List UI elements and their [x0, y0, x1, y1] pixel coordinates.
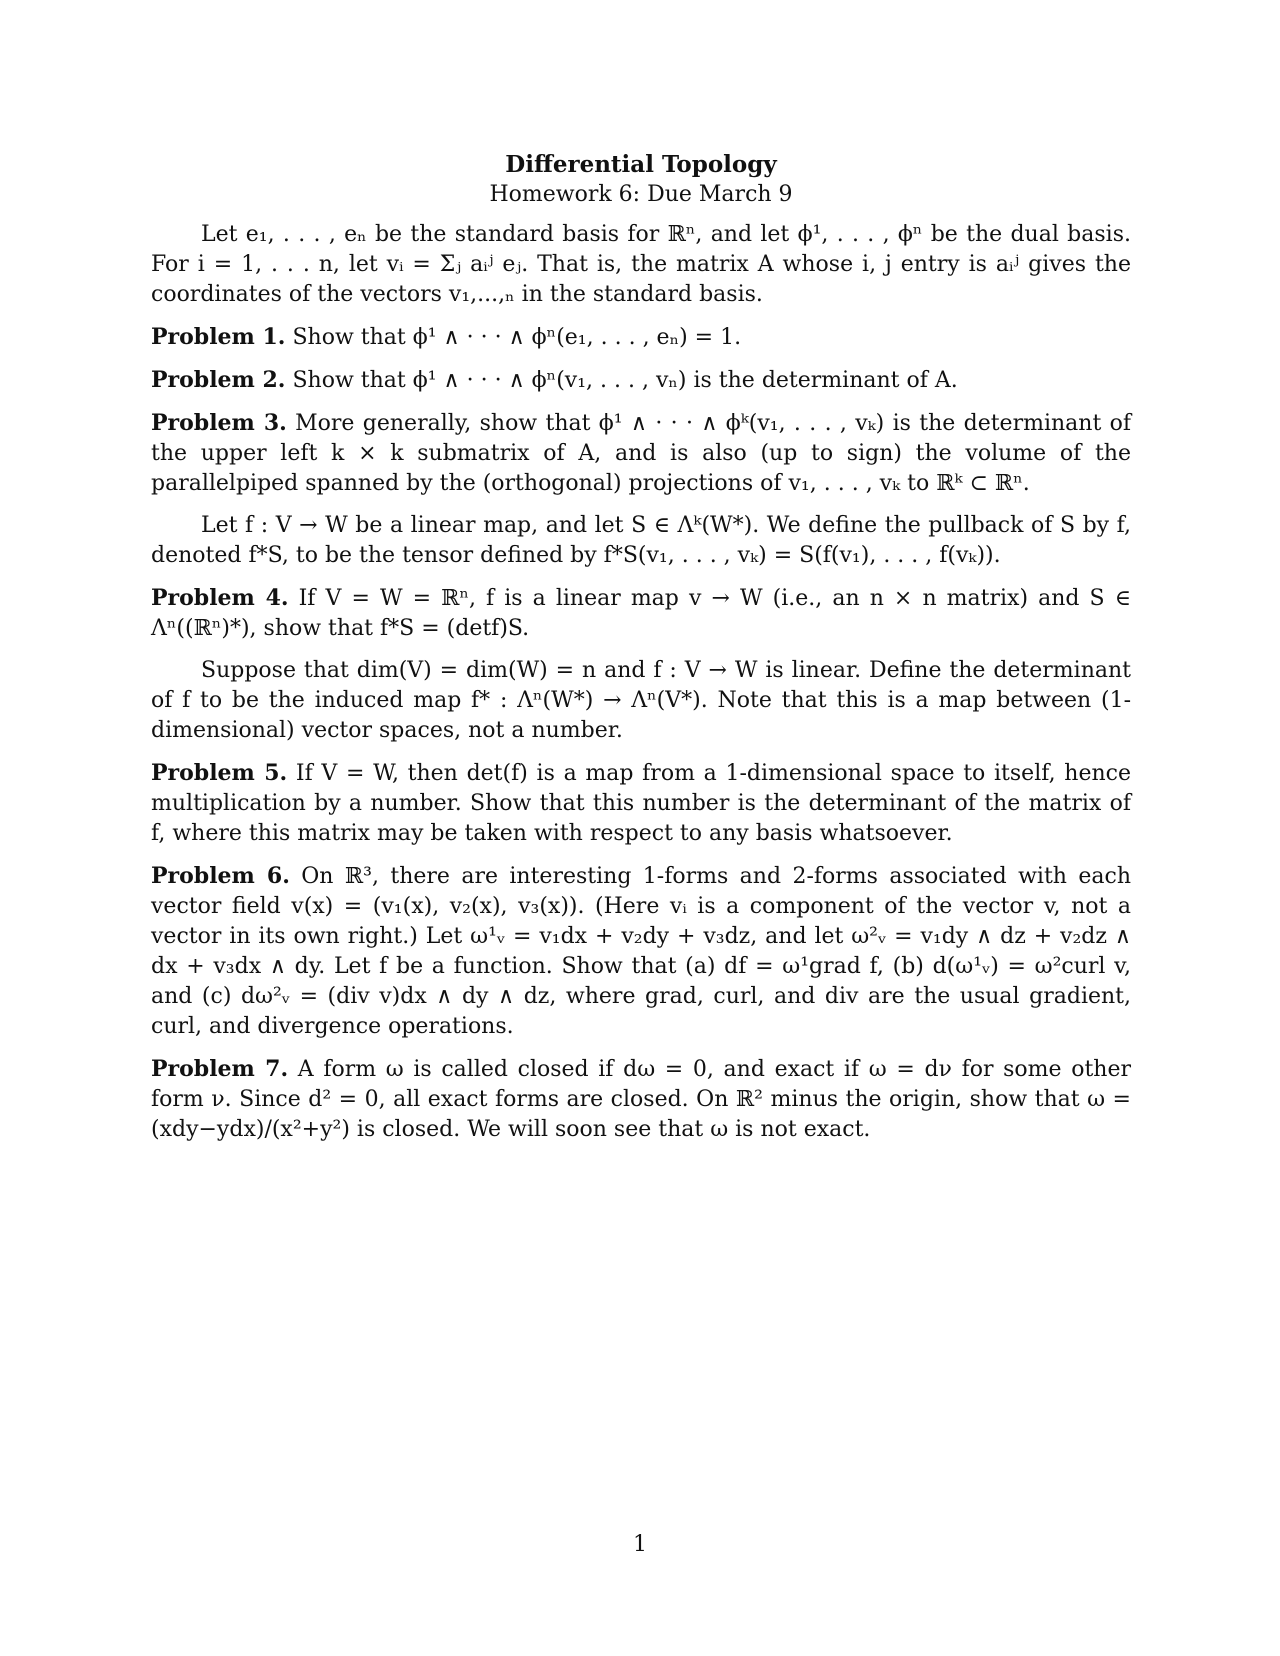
problem-7-text: A form ω is called closed if dω = 0, and exact if ω = dν for some other form ν. Since d² = 0, all exact forms are closed. On ℝ² minus the origin, show that ω = (xdy−ydx)/(x²+y²) is closed. We will soon see that ω is not exact. [151, 1057, 1131, 1142]
problem-2-text: Show that ϕ¹ ∧ · · · ∧ ϕⁿ(v₁, . . . , vₙ) is the determinant of A. [292, 368, 958, 393]
problem-6-text: On ℝ³, there are interesting 1-forms and 2-forms associated with each vector field v(x) = (v₁(x), v₂(x), v₃(x)). (Here vᵢ is a component of the vector v, not a vector in its own right.) Let ω¹ᵥ = v₁dx + v₂dy + v₃dz, and let ω²ᵥ = v₁dy ∧ dz + v₂dz ∧ dx + v₃dx ∧ dy. Let f be a function. Show that (a) df = ω¹grad f, (b) d(ω¹ᵥ) = ω²curl v, and (c) dω²ᵥ = (div v)dx ∧ dy ∧ dz, where grad, curl, and div are the usual gradient, curl, and divergence operations. [151, 864, 1131, 1039]
problem-5-label: Problem 5. [151, 760, 288, 786]
problem-7 [151, 1054, 1131, 1145]
problem-4-label: Problem 4. [151, 585, 289, 611]
problem-5-text: If V = W, then det(f) is a map from a 1-dimensional space to itself, hence multiplication by a number. Show that this number is the determinant of the matrix of f, where this matrix may be taken with respect to any basis whatsoever. [151, 761, 1131, 846]
title-block [151, 150, 1131, 210]
document-title: Differential Topology [505, 151, 777, 178]
determinant-paragraph: Suppose that dim(V) = dim(W) = n and f : V → W is linear. Define the determinant of f to be the induced map f* : Λⁿ(W*) → Λⁿ(V*). Note that this is a map between (1-dimensional) vector spaces, not a number. [151, 658, 1131, 743]
problem-5 [151, 758, 1131, 849]
pullback-paragraph: Let f : V → W be a linear map, and let S ∈ Λᵏ(W*). We define the pullback of S by f, denoted f*S, to be the tensor defined by f*S(v₁, . . . , vₖ) = S(f(v₁), . . . , f(vₖ)). [151, 513, 1131, 568]
problem-3 [151, 408, 1131, 499]
problem-1 [151, 322, 1131, 353]
problem-1-text: Show that ϕ¹ ∧ · · · ∧ ϕⁿ(e₁, . . . , eₙ) = 1. [292, 325, 742, 350]
problem-3-label: Problem 3. [151, 410, 287, 436]
problem-1-label: Problem 1. [151, 324, 286, 350]
problem-2 [151, 365, 1131, 396]
problem-3-text: More generally, show that ϕ¹ ∧ · · · ∧ ϕᵏ(v₁, . . . , vₖ) is the determinant of the upper left k × k submatrix of A, and is also (up to sign) the volume of the parallelpiped spanned by the (orthogonal) projections of v₁, . . . , vₖ to ℝᵏ ⊂ ℝⁿ. [151, 411, 1132, 496]
intro-paragraph: Let e₁, . . . , eₙ be the standard basis for ℝⁿ, and let ϕ¹, . . . , ϕⁿ be the dual basis. For i = 1, . . . n, let vᵢ = Σⱼ aᵢʲ eⱼ. That is, the matrix A whose i, j entry is aᵢʲ gives the coordinates of the vectors v₁,...,ₙ in the standard basis. [151, 222, 1131, 307]
problem-2-label: Problem 2. [151, 367, 286, 393]
page-number: 1 [633, 1532, 647, 1557]
document-page [151, 150, 1131, 1157]
problem-6 [151, 861, 1131, 1042]
problem-4 [151, 583, 1131, 644]
document-subtitle: Homework 6: Due March 9 [489, 182, 793, 207]
problem-6-label: Problem 6. [151, 863, 290, 889]
problem-7-label: Problem 7. [151, 1056, 289, 1082]
problem-4-text: If V = W = ℝⁿ, f is a linear map v → W (i.e., an n × n matrix) and S ∈ Λⁿ((ℝⁿ)*), show that f*S = (detf)S. [151, 586, 1131, 641]
